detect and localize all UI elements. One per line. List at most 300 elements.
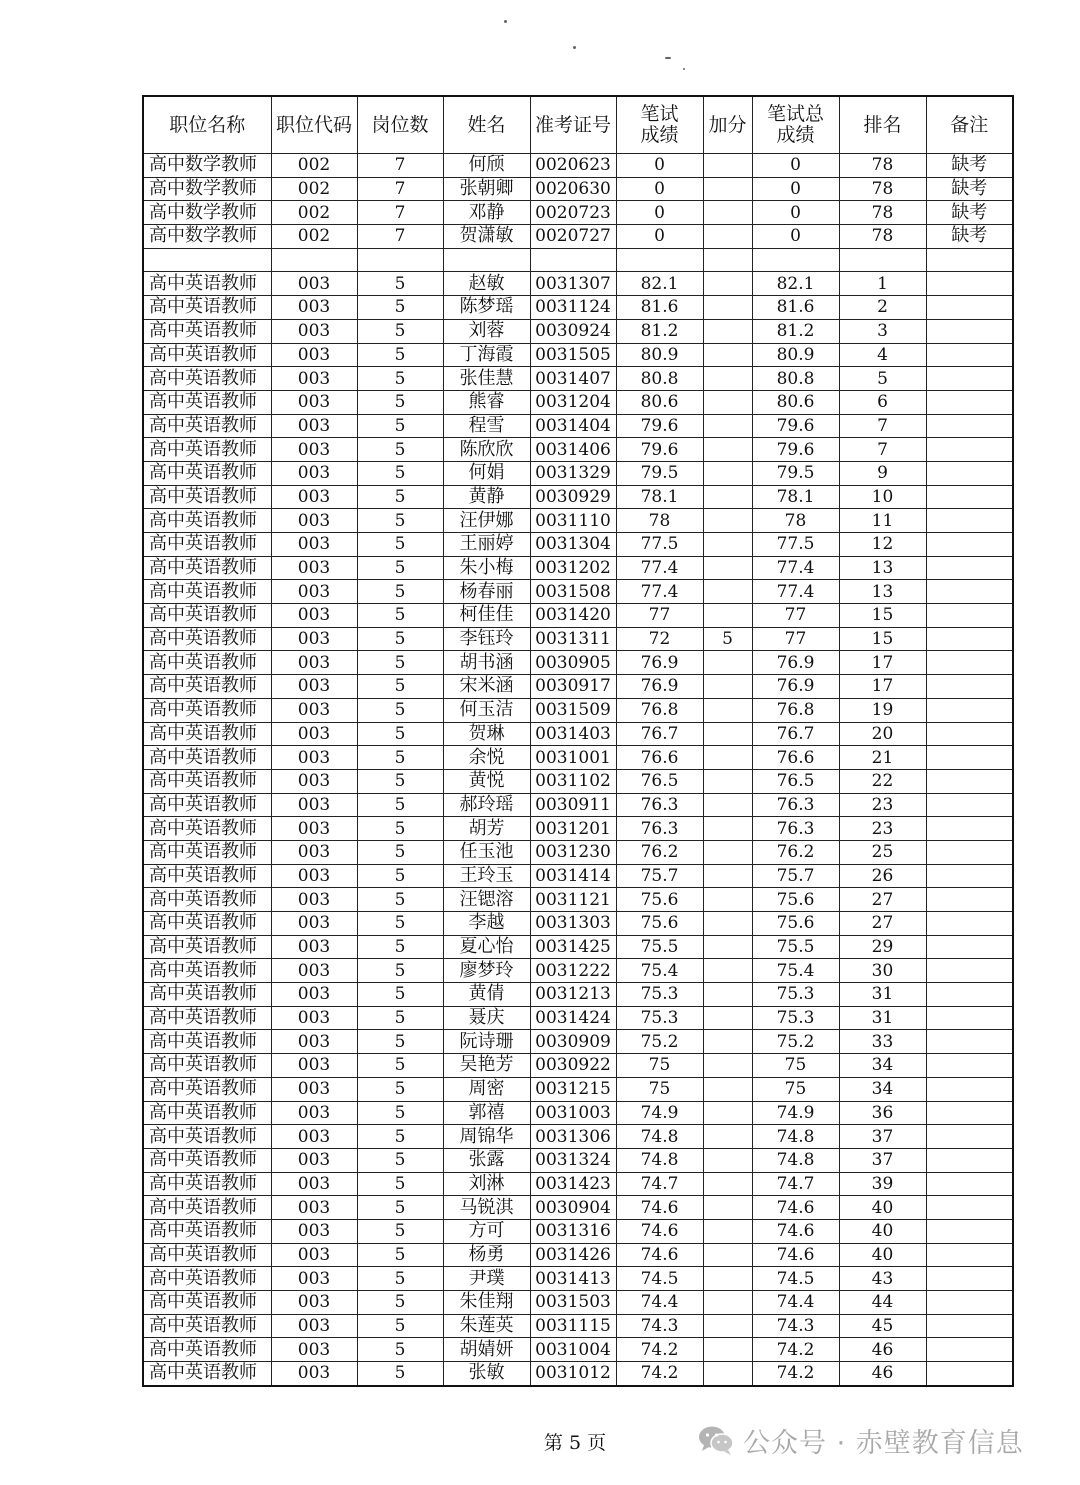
- cell-position-name: 高中英语教师: [143, 651, 271, 675]
- cell-total-score: 77.4: [752, 580, 839, 604]
- cell-position-code: 003: [271, 1291, 357, 1315]
- cell-exam-no: 0031404: [530, 414, 616, 438]
- cell-rank: 9: [839, 461, 926, 485]
- cell-exam-no: [530, 248, 616, 272]
- cell-position-name: 高中英语教师: [143, 1172, 271, 1196]
- cell-name: 宋米涵: [443, 675, 530, 699]
- cell-rank: 12: [839, 533, 926, 557]
- cell-position-code: 003: [271, 604, 357, 628]
- cell-position-name: 高中英语教师: [143, 722, 271, 746]
- header-written-score: [616, 96, 703, 154]
- cell-bonus: [703, 1219, 752, 1243]
- cell-note: [926, 604, 1013, 628]
- cell-note: [926, 722, 1013, 746]
- cell-exam-no: 0031509: [530, 698, 616, 722]
- cell-note: [926, 1030, 1013, 1054]
- table-row: [143, 414, 1013, 438]
- cell-name: 李钰玲: [443, 627, 530, 651]
- cell-total-score: 0: [752, 201, 839, 225]
- cell-name: 杨春丽: [443, 580, 530, 604]
- cell-num-posts: 5: [357, 485, 443, 509]
- cell-note: 缺考: [926, 225, 1013, 249]
- scan-speck: [504, 20, 507, 23]
- cell-position-code: 003: [271, 580, 357, 604]
- cell-rank: 19: [839, 698, 926, 722]
- header-bonus: 加分: [703, 96, 752, 154]
- cell-name: 朱莲英: [443, 1314, 530, 1338]
- cell-exam-no: 0031406: [530, 438, 616, 462]
- cell-bonus: [703, 1054, 752, 1078]
- cell-note: [926, 817, 1013, 841]
- cell-exam-no: 0030904: [530, 1196, 616, 1220]
- cell-total-score: 74.4: [752, 1291, 839, 1315]
- cell-written-score: 77: [616, 604, 703, 628]
- table-row: [143, 1172, 1013, 1196]
- cell-name: 张佳慧: [443, 367, 530, 391]
- table-row: [143, 201, 1013, 225]
- cell-position-code: 003: [271, 840, 357, 864]
- table-row: [143, 1338, 1013, 1362]
- table-row: [143, 319, 1013, 343]
- cell-total-score: 76.3: [752, 793, 839, 817]
- cell-written-score: 74.6: [616, 1243, 703, 1267]
- cell-position-code: 003: [271, 414, 357, 438]
- cell-position-code: 002: [271, 225, 357, 249]
- cell-total-score: 0: [752, 225, 839, 249]
- table-row: [143, 580, 1013, 604]
- watermark: [697, 1420, 1024, 1460]
- page-number: 第 5 页: [543, 1432, 607, 1454]
- cell-written-score: 76.2: [616, 840, 703, 864]
- scan-speck: [665, 57, 671, 59]
- cell-total-score: 75.3: [752, 1006, 839, 1030]
- cell-position-name: 高中英语教师: [143, 485, 271, 509]
- cell-rank: 13: [839, 556, 926, 580]
- cell-bonus: [703, 1077, 752, 1101]
- cell-position-code: 003: [271, 367, 357, 391]
- cell-rank: 78: [839, 177, 926, 201]
- cell-bonus: [703, 343, 752, 367]
- cell-written-score: 76.7: [616, 722, 703, 746]
- cell-written-score: 79.6: [616, 414, 703, 438]
- cell-position-code: 003: [271, 1219, 357, 1243]
- cell-position-name: [143, 248, 271, 272]
- cell-total-score: 76.2: [752, 840, 839, 864]
- cell-written-score: 79.5: [616, 461, 703, 485]
- cell-written-score: 75: [616, 1077, 703, 1101]
- cell-note: [926, 1101, 1013, 1125]
- cell-exam-no: 0031102: [530, 769, 616, 793]
- cell-written-score: 76.8: [616, 698, 703, 722]
- cell-note: [926, 1219, 1013, 1243]
- table-row: [143, 1243, 1013, 1267]
- cell-bonus: [703, 367, 752, 391]
- cell-total-score: 76.9: [752, 651, 839, 675]
- cell-total-score: 75.6: [752, 888, 839, 912]
- cell-rank: 15: [839, 604, 926, 628]
- cell-num-posts: 5: [357, 1054, 443, 1078]
- cell-exam-no: 0031306: [530, 1125, 616, 1149]
- cell-num-posts: 5: [357, 604, 443, 628]
- table-row: [143, 485, 1013, 509]
- cell-num-posts: 5: [357, 509, 443, 533]
- cell-position-code: 003: [271, 1148, 357, 1172]
- cell-total-score: 75.2: [752, 1030, 839, 1054]
- cell-note: [926, 272, 1013, 296]
- cell-rank: 15: [839, 627, 926, 651]
- header-note: 备注: [926, 96, 1013, 154]
- cell-exam-no: 0030909: [530, 1030, 616, 1054]
- cell-position-name: 高中英语教师: [143, 319, 271, 343]
- cell-name: 黄悦: [443, 769, 530, 793]
- cell-rank: 3: [839, 319, 926, 343]
- cell-note: [926, 1291, 1013, 1315]
- cell-position-code: 003: [271, 296, 357, 320]
- table-row: [143, 604, 1013, 628]
- cell-name: 何玉洁: [443, 698, 530, 722]
- cell-position-code: 003: [271, 319, 357, 343]
- cell-position-name: 高中英语教师: [143, 1267, 271, 1291]
- cell-note: [926, 533, 1013, 557]
- cell-num-posts: 5: [357, 1196, 443, 1220]
- cell-written-score: 74.8: [616, 1148, 703, 1172]
- cell-bonus: [703, 983, 752, 1007]
- cell-exam-no: 0031413: [530, 1267, 616, 1291]
- cell-num-posts: 5: [357, 1267, 443, 1291]
- cell-total-score: 78: [752, 509, 839, 533]
- cell-num-posts: 5: [357, 864, 443, 888]
- cell-total-score: 80.9: [752, 343, 839, 367]
- cell-bonus: [703, 1314, 752, 1338]
- cell-position-code: 003: [271, 817, 357, 841]
- cell-written-score: 78: [616, 509, 703, 533]
- table-row: [143, 1196, 1013, 1220]
- cell-bonus: [703, 604, 752, 628]
- table-row: [143, 533, 1013, 557]
- cell-bonus: [703, 461, 752, 485]
- cell-written-score: 0: [616, 201, 703, 225]
- cell-exam-no: 0031414: [530, 864, 616, 888]
- cell-written-score: 75.3: [616, 983, 703, 1007]
- cell-position-code: 003: [271, 959, 357, 983]
- cell-written-score: 75: [616, 1054, 703, 1078]
- cell-position-name: 高中英语教师: [143, 390, 271, 414]
- cell-rank: 78: [839, 225, 926, 249]
- cell-name: 周密: [443, 1077, 530, 1101]
- cell-position-code: 003: [271, 1054, 357, 1078]
- cell-position-name: 高中英语教师: [143, 698, 271, 722]
- cell-total-score: 77.5: [752, 533, 839, 557]
- cell-rank: 34: [839, 1054, 926, 1078]
- cell-total-score: [752, 248, 839, 272]
- cell-position-name: 高中英语教师: [143, 272, 271, 296]
- cell-position-name: 高中英语教师: [143, 746, 271, 770]
- cell-bonus: [703, 1148, 752, 1172]
- cell-num-posts: 5: [357, 1077, 443, 1101]
- cell-position-name: 高中英语教师: [143, 604, 271, 628]
- cell-total-score: 79.6: [752, 414, 839, 438]
- cell-note: 缺考: [926, 201, 1013, 225]
- cell-exam-no: 0031004: [530, 1338, 616, 1362]
- cell-total-score: 0: [752, 154, 839, 178]
- cell-bonus: [703, 817, 752, 841]
- cell-note: [926, 1196, 1013, 1220]
- cell-position-code: 003: [271, 912, 357, 936]
- cell-position-code: 002: [271, 177, 357, 201]
- cell-note: [926, 793, 1013, 817]
- cell-position-name: 高中英语教师: [143, 367, 271, 391]
- cell-total-score: 77: [752, 627, 839, 651]
- cell-num-posts: 5: [357, 959, 443, 983]
- cell-written-score: 76.3: [616, 793, 703, 817]
- cell-num-posts: 5: [357, 983, 443, 1007]
- cell-name: 何颀: [443, 154, 530, 178]
- cell-bonus: [703, 272, 752, 296]
- cell-note: [926, 1077, 1013, 1101]
- cell-rank: 1: [839, 272, 926, 296]
- cell-num-posts: 7: [357, 225, 443, 249]
- cell-total-score: 75: [752, 1077, 839, 1101]
- cell-exam-no: 0030911: [530, 793, 616, 817]
- cell-written-score: [616, 248, 703, 272]
- cell-position-code: 003: [271, 769, 357, 793]
- cell-num-posts: 5: [357, 1172, 443, 1196]
- cell-bonus: [703, 509, 752, 533]
- cell-written-score: 76.5: [616, 769, 703, 793]
- cell-name: [443, 248, 530, 272]
- cell-position-code: 003: [271, 722, 357, 746]
- cell-bonus: [703, 864, 752, 888]
- cell-total-score: 74.2: [752, 1362, 839, 1386]
- cell-position-name: 高中英语教师: [143, 983, 271, 1007]
- cell-written-score: 81.6: [616, 296, 703, 320]
- cell-position-code: 003: [271, 651, 357, 675]
- cell-position-name: 高中英语教师: [143, 1243, 271, 1267]
- cell-written-score: 74.3: [616, 1314, 703, 1338]
- cell-note: [926, 864, 1013, 888]
- cell-rank: 37: [839, 1125, 926, 1149]
- table-row: [143, 1030, 1013, 1054]
- cell-exam-no: 0031303: [530, 912, 616, 936]
- cell-written-score: 75.3: [616, 1006, 703, 1030]
- cell-position-code: 003: [271, 935, 357, 959]
- cell-position-code: 003: [271, 1172, 357, 1196]
- cell-num-posts: 5: [357, 888, 443, 912]
- cell-rank: 5: [839, 367, 926, 391]
- cell-written-score: 79.6: [616, 438, 703, 462]
- cell-num-posts: 5: [357, 367, 443, 391]
- cell-bonus: [703, 556, 752, 580]
- cell-rank: 7: [839, 438, 926, 462]
- table-row: [143, 343, 1013, 367]
- cell-rank: 39: [839, 1172, 926, 1196]
- cell-num-posts: 5: [357, 1314, 443, 1338]
- cell-position-code: 003: [271, 1077, 357, 1101]
- cell-written-score: 77.4: [616, 556, 703, 580]
- cell-note: [926, 367, 1013, 391]
- cell-bonus: [703, 533, 752, 557]
- cell-total-score: 0: [752, 177, 839, 201]
- cell-exam-no: 0031423: [530, 1172, 616, 1196]
- cell-name: 何娟: [443, 461, 530, 485]
- table-row: [143, 746, 1013, 770]
- cell-note: [926, 675, 1013, 699]
- cell-written-score: 77.4: [616, 580, 703, 604]
- cell-num-posts: 5: [357, 746, 443, 770]
- cell-exam-no: 0031012: [530, 1362, 616, 1386]
- cell-num-posts: 5: [357, 1148, 443, 1172]
- table-row: [143, 1291, 1013, 1315]
- cell-rank: 23: [839, 793, 926, 817]
- cell-written-score: 82.1: [616, 272, 703, 296]
- cell-written-score: 0: [616, 154, 703, 178]
- cell-num-posts: 5: [357, 1219, 443, 1243]
- cell-written-score: 74.5: [616, 1267, 703, 1291]
- cell-exam-no: 0031324: [530, 1148, 616, 1172]
- table-row: [143, 1267, 1013, 1291]
- cell-num-posts: 5: [357, 556, 443, 580]
- cell-written-score: 0: [616, 177, 703, 201]
- cell-total-score: 74.6: [752, 1219, 839, 1243]
- header-position-code: 职位代码: [271, 96, 357, 154]
- cell-total-score: 74.8: [752, 1148, 839, 1172]
- cell-bonus: [703, 1362, 752, 1386]
- cell-position-code: 003: [271, 746, 357, 770]
- cell-bonus: [703, 1172, 752, 1196]
- cell-name: 廖梦玲: [443, 959, 530, 983]
- cell-written-score: 75.4: [616, 959, 703, 983]
- cell-written-score: 75.6: [616, 888, 703, 912]
- cell-bonus: [703, 959, 752, 983]
- cell-total-score: 80.6: [752, 390, 839, 414]
- cell-rank: 44: [839, 1291, 926, 1315]
- cell-note: [926, 343, 1013, 367]
- cell-exam-no: 0030917: [530, 675, 616, 699]
- cell-rank: 31: [839, 1006, 926, 1030]
- score-table: [142, 95, 1014, 1387]
- cell-written-score: 75.5: [616, 935, 703, 959]
- table-body: [143, 154, 1013, 1386]
- cell-num-posts: 5: [357, 1362, 443, 1386]
- cell-exam-no: 0031316: [530, 1219, 616, 1243]
- cell-written-score: 74.6: [616, 1219, 703, 1243]
- cell-name: 张朝卿: [443, 177, 530, 201]
- cell-note: [926, 888, 1013, 912]
- cell-note: [926, 509, 1013, 533]
- cell-position-code: 003: [271, 438, 357, 462]
- cell-name: 汪伊娜: [443, 509, 530, 533]
- cell-position-name: 高中数学教师: [143, 201, 271, 225]
- cell-bonus: [703, 485, 752, 509]
- cell-name: 任玉池: [443, 840, 530, 864]
- cell-bonus: [703, 840, 752, 864]
- table-row: [143, 248, 1013, 272]
- cell-bonus: [703, 154, 752, 178]
- cell-rank: 37: [839, 1148, 926, 1172]
- cell-name: 贺潇敏: [443, 225, 530, 249]
- cell-position-name: 高中英语教师: [143, 912, 271, 936]
- cell-num-posts: 5: [357, 817, 443, 841]
- cell-name: 胡书涵: [443, 651, 530, 675]
- cell-name: 胡婧妍: [443, 1338, 530, 1362]
- cell-position-code: 003: [271, 556, 357, 580]
- cell-exam-no: 0031426: [530, 1243, 616, 1267]
- cell-position-name: 高中英语教师: [143, 343, 271, 367]
- cell-position-code: 003: [271, 1267, 357, 1291]
- cell-name: 黄倩: [443, 983, 530, 1007]
- table-row: [143, 793, 1013, 817]
- cell-rank: 22: [839, 769, 926, 793]
- cell-bonus: [703, 746, 752, 770]
- cell-num-posts: 5: [357, 935, 443, 959]
- cell-position-name: 高中英语教师: [143, 888, 271, 912]
- cell-note: [926, 248, 1013, 272]
- cell-position-name: 高中英语教师: [143, 793, 271, 817]
- cell-note: 缺考: [926, 154, 1013, 178]
- cell-bonus: [703, 580, 752, 604]
- cell-name: 朱佳翔: [443, 1291, 530, 1315]
- table-row: [143, 1006, 1013, 1030]
- cell-position-name: 高中英语教师: [143, 840, 271, 864]
- header-total-score: [752, 96, 839, 154]
- cell-num-posts: 5: [357, 580, 443, 604]
- cell-total-score: 76.7: [752, 722, 839, 746]
- cell-note: [926, 746, 1013, 770]
- cell-bonus: [703, 414, 752, 438]
- cell-num-posts: 5: [357, 912, 443, 936]
- cell-exam-no: 0031124: [530, 296, 616, 320]
- cell-exam-no: 0031307: [530, 272, 616, 296]
- cell-name: 夏心怡: [443, 935, 530, 959]
- table-row: [143, 888, 1013, 912]
- cell-bonus: [703, 888, 752, 912]
- cell-position-name: 高中英语教师: [143, 1338, 271, 1362]
- cell-note: [926, 1338, 1013, 1362]
- cell-exam-no: 0030929: [530, 485, 616, 509]
- cell-position-name: 高中英语教师: [143, 1219, 271, 1243]
- cell-note: [926, 1314, 1013, 1338]
- cell-name: 郝玲瑶: [443, 793, 530, 817]
- cell-position-code: 003: [271, 1362, 357, 1386]
- cell-note: 缺考: [926, 177, 1013, 201]
- header-num-posts: 岗位数: [357, 96, 443, 154]
- table-row: [143, 983, 1013, 1007]
- table-row: [143, 1101, 1013, 1125]
- cell-total-score: 74.6: [752, 1243, 839, 1267]
- cell-name: 张敏: [443, 1362, 530, 1386]
- cell-written-score: 74.2: [616, 1338, 703, 1362]
- cell-name: 刘淋: [443, 1172, 530, 1196]
- cell-written-score: 81.2: [616, 319, 703, 343]
- cell-position-name: 高中英语教师: [143, 533, 271, 557]
- cell-note: [926, 438, 1013, 462]
- cell-name: 余悦: [443, 746, 530, 770]
- cell-bonus: [703, 1030, 752, 1054]
- cell-bonus: [703, 1267, 752, 1291]
- table-row: [143, 1054, 1013, 1078]
- cell-bonus: [703, 177, 752, 201]
- cell-position-name: 高中英语教师: [143, 1291, 271, 1315]
- cell-position-code: 003: [271, 983, 357, 1007]
- cell-name: 李越: [443, 912, 530, 936]
- cell-num-posts: 7: [357, 177, 443, 201]
- cell-num-posts: 5: [357, 533, 443, 557]
- cell-num-posts: 5: [357, 414, 443, 438]
- cell-bonus: [703, 651, 752, 675]
- cell-position-code: 003: [271, 272, 357, 296]
- table-row: [143, 1148, 1013, 1172]
- cell-bonus: [703, 248, 752, 272]
